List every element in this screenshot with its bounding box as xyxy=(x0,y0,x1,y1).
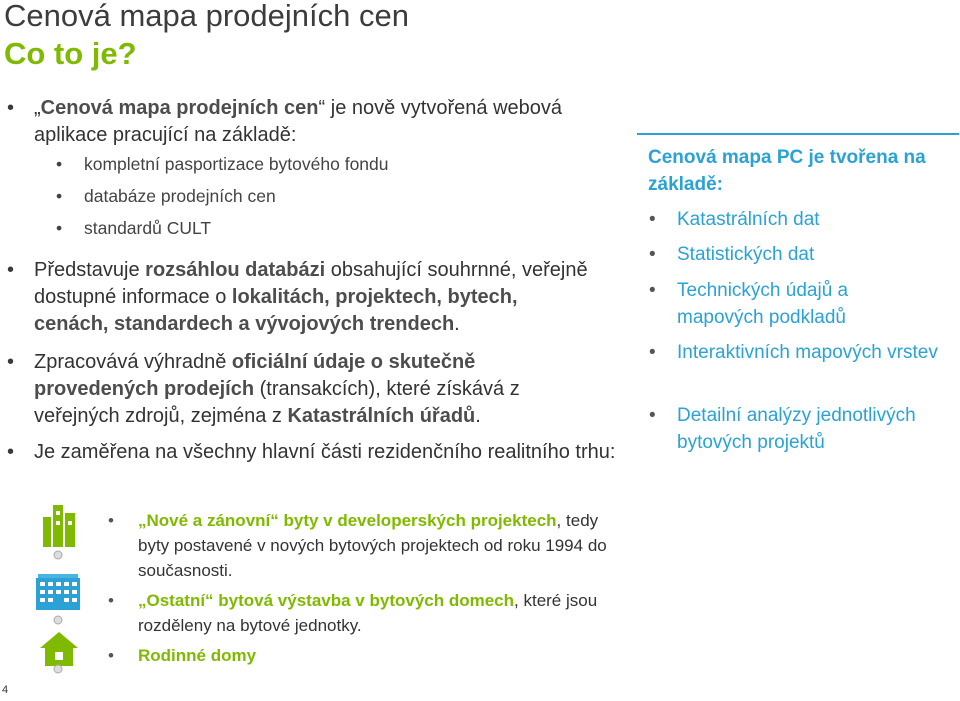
market-item-3-title: Rodinné domy xyxy=(138,646,257,665)
b2-text-3: . xyxy=(454,313,460,335)
b3-text-2: (transakcích), které získává z veřejných zdrojů, zejména z xyxy=(34,378,520,427)
sub-item-1: • kompletní pasportizace bytového fondu xyxy=(84,154,389,175)
page-title: Cenová mapa prodejních cen xyxy=(4,0,409,33)
b3-text-1: Zpracovává výhradně xyxy=(34,351,232,373)
b3-bold-1: oficiální údaje o skutečně provedených prodejích xyxy=(34,351,476,400)
sub-item-2: • databáze prodejních cen xyxy=(84,186,276,207)
green-buildings-icon xyxy=(40,503,80,552)
main-bullet-4: • Je zaměřena na všechny hlavní části rezidenčního realitního trhu: xyxy=(34,439,639,466)
market-item-2-desc: které jsou rozděleny na bytové jednotky. xyxy=(138,591,598,635)
bullet-1-text: je nově vytvořená webová aplikace pracující na základě: xyxy=(34,97,563,146)
panel-item-layers: • Interaktivních mapových vrstev xyxy=(677,339,947,366)
b2-text-1: Představuje xyxy=(34,259,146,281)
main-bullet-1 xyxy=(34,95,594,149)
panel-title: Cenová mapa PC je tvořena na základě: xyxy=(648,147,926,195)
page-subtitle: Co to je? xyxy=(4,36,137,71)
market-item-2-comma: , xyxy=(514,591,519,610)
page-number: 4 xyxy=(2,684,9,696)
market-item-new-flats xyxy=(138,508,633,583)
market-item-1-title: „Nové a zánovní“ byty v developerských projektech xyxy=(138,511,557,530)
b2-text-2: obsahující souhrnné, veřejně dostupné informace o xyxy=(34,259,588,308)
b2-bold-2: lokalitách, projektech, bytech, cenách, standardech a vývojových trendech xyxy=(34,286,518,335)
market-item-2-title: „Ostatní“ bytová výstavba v bytových domech xyxy=(138,591,515,610)
b3-text-3: . xyxy=(475,405,481,427)
panel-item-technical: • Technických údajů a mapových podkladů xyxy=(677,277,927,331)
market-item-family-houses xyxy=(138,643,256,668)
panel-item-cadastral: • Katastrálních dat xyxy=(677,206,947,233)
panel-item-analyses: • Detailní analýzy jednotlivých bytových projektů xyxy=(677,402,922,456)
market-item-1-desc: tedy byty postavené v nových bytových projektech od roku 1994 do současnosti. xyxy=(138,511,607,580)
main-bullet-2 xyxy=(34,257,594,338)
market-item-1-comma: , xyxy=(556,511,562,530)
quote-close: “ xyxy=(318,97,326,119)
radio-button-icon xyxy=(53,612,63,630)
b2-bold-1: rozsáhlou databázi xyxy=(145,259,326,281)
sub-item-3: • standardů CULT xyxy=(84,218,211,239)
blue-apartment-building-icon xyxy=(36,574,80,615)
panel-item-statistical: • Statistických dat xyxy=(677,241,947,268)
radio-button-icon xyxy=(53,661,63,679)
market-item-other-flats xyxy=(138,588,633,638)
quote-open: „ xyxy=(34,97,41,119)
panel-divider xyxy=(637,133,959,135)
radio-button-icon xyxy=(53,547,63,565)
main-bullet-3 xyxy=(34,349,579,430)
app-name: Cenová mapa prodejních cen xyxy=(40,97,319,119)
b3-bold-2: Katastrálních úřadů xyxy=(287,405,476,427)
